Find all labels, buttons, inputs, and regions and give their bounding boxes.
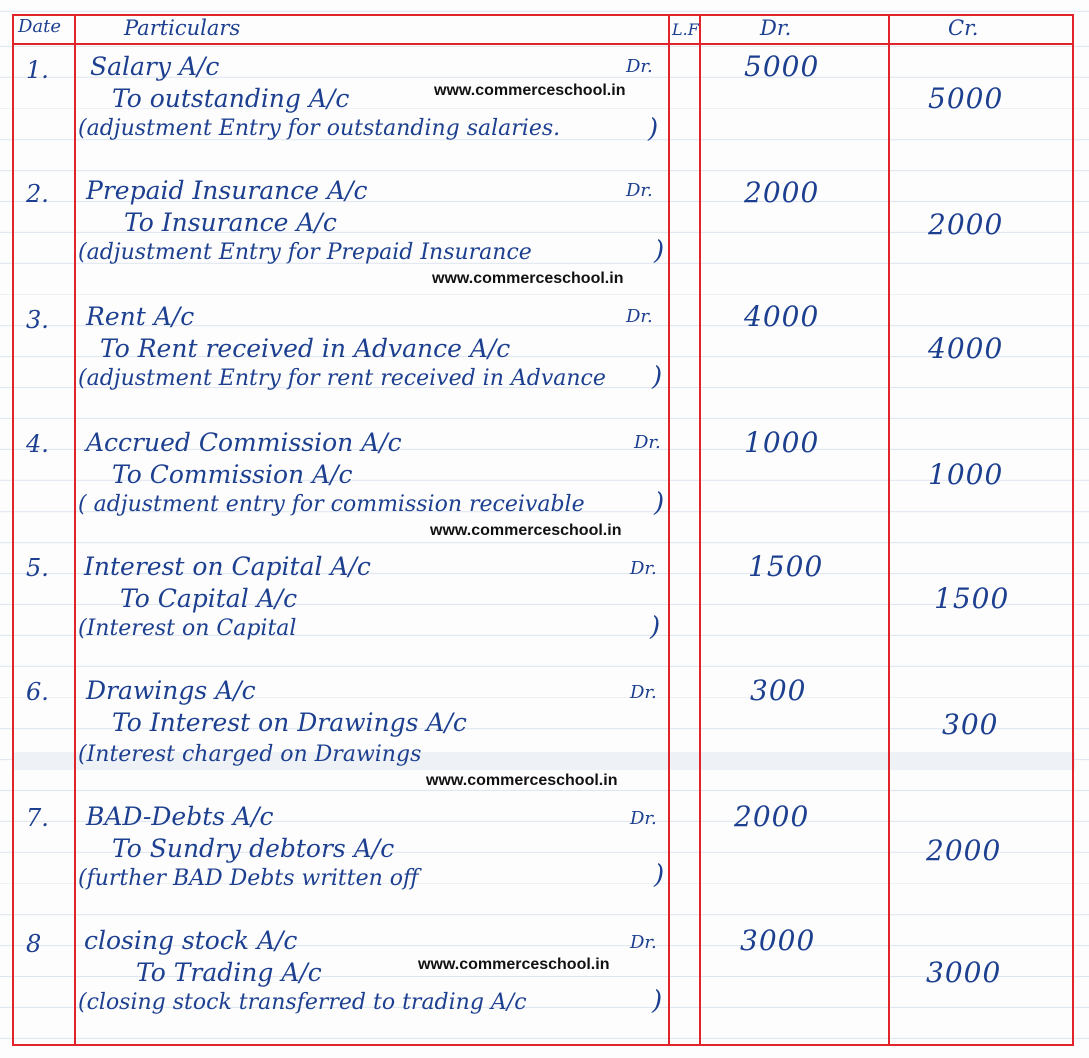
entry-3-number: 3. — [26, 306, 49, 334]
entry-8-narration: (closing stock transferred to trading A/c — [78, 990, 527, 1015]
entry-1-cr-amount: 5000 — [928, 82, 1004, 115]
entry-4-dr-amount: 1000 — [744, 426, 820, 459]
header-particulars: Particulars — [124, 16, 241, 40]
entry-4-narration: ( adjustment entry for commission receivable — [78, 492, 585, 517]
entry-2-credit: To Insurance A/c — [124, 208, 337, 237]
entry-3-dr-amount: 4000 — [744, 300, 820, 333]
entry-4-credit: To Commission A/c — [112, 460, 353, 489]
entry-8-cr-amount: 3000 — [926, 956, 1002, 989]
entry-2-narration: (adjustment Entry for Prepaid Insurance — [78, 240, 532, 265]
entry-4-debit: Accrued Commission A/c — [86, 428, 402, 457]
entry-5-close-paren: ) — [650, 612, 661, 642]
entry-3-dr-mark: Dr. — [626, 306, 653, 327]
entry-6-cr-amount: 300 — [942, 708, 999, 741]
entry-1-debit: Salary A/c — [90, 52, 220, 81]
entry-7-debit: BAD-Debts A/c — [86, 802, 274, 831]
entry-1-number: 1. — [26, 56, 49, 84]
watermark: www.commerceschool.in — [430, 522, 622, 539]
entry-2-debit: Prepaid Insurance A/c — [86, 176, 368, 205]
entry-6-credit: To Interest on Drawings A/c — [112, 708, 467, 737]
entry-7-cr-amount: 2000 — [926, 834, 1002, 867]
entry-2-dr-amount: 2000 — [744, 176, 820, 209]
date-column-divider — [74, 14, 76, 1046]
entry-6-narration: (Interest charged on Drawings — [78, 742, 422, 767]
entry-8-debit: closing stock A/c — [84, 926, 298, 955]
watermark: www.commerceschool.in — [432, 270, 624, 287]
entry-1-credit: To outstanding A/c — [112, 84, 350, 113]
header-cr: Cr. — [948, 16, 979, 40]
entry-6-dr-mark: Dr. — [630, 682, 657, 703]
watermark: www.commerceschool.in — [418, 956, 610, 973]
entry-2-close-paren: ) — [654, 236, 665, 266]
entry-6-dr-amount: 300 — [750, 674, 807, 707]
entry-8-close-paren: ) — [652, 986, 663, 1016]
entry-2-number: 2. — [26, 180, 49, 208]
entry-6-number: 6. — [26, 678, 49, 706]
entry-4-cr-amount: 1000 — [928, 458, 1004, 491]
entry-3-debit: Rent A/c — [86, 302, 195, 331]
entry-3-cr-amount: 4000 — [928, 332, 1004, 365]
entry-2-cr-amount: 2000 — [928, 208, 1004, 241]
entry-3-narration: (adjustment Entry for rent received in Advance — [78, 366, 606, 391]
entry-8-credit: To Trading A/c — [136, 958, 322, 987]
entry-6-debit: Drawings A/c — [86, 676, 256, 705]
watermark: www.commerceschool.in — [434, 82, 626, 99]
entry-8-dr-amount: 3000 — [740, 924, 816, 957]
entry-7-close-paren: ) — [654, 860, 665, 890]
entry-1-dr-amount: 5000 — [744, 50, 820, 83]
entry-5-narration: (Interest on Capital — [78, 616, 297, 641]
entry-7-narration: (further BAD Debts written off — [78, 866, 419, 891]
entry-5-number: 5. — [26, 554, 49, 582]
header-divider — [12, 43, 1074, 45]
entry-7-number: 7. — [26, 804, 49, 832]
entry-3-credit: To Rent received in Advance A/c — [100, 334, 511, 363]
entry-1-narration: (adjustment Entry for outstanding salaries. — [78, 116, 561, 141]
entry-5-cr-amount: 1500 — [934, 582, 1010, 615]
entry-7-credit: To Sundry debtors A/c — [112, 834, 395, 863]
entry-1-dr-mark: Dr. — [626, 56, 653, 77]
dr-column-divider — [888, 14, 890, 1046]
header-date: Date — [18, 16, 62, 37]
entry-5-credit: To Capital A/c — [120, 584, 298, 613]
entry-5-dr-mark: Dr. — [630, 558, 657, 579]
header-dr: Dr. — [760, 16, 792, 40]
entry-2-dr-mark: Dr. — [626, 180, 653, 201]
entry-4-dr-mark: Dr. — [634, 432, 661, 453]
lf-column-divider — [699, 14, 701, 1046]
entry-8-number: 8 — [26, 930, 42, 958]
entry-5-dr-amount: 1500 — [748, 550, 824, 583]
entry-4-number: 4. — [26, 430, 49, 458]
entry-3-close-paren: ) — [652, 362, 663, 392]
header-lf: L.F — [672, 20, 699, 39]
entry-7-dr-amount: 2000 — [734, 800, 810, 833]
entry-4-close-paren: ) — [654, 488, 665, 518]
watermark: www.commerceschool.in — [426, 772, 618, 789]
entry-1-close-paren: ) — [648, 114, 659, 144]
entry-5-debit: Interest on Capital A/c — [84, 552, 371, 581]
entry-8-dr-mark: Dr. — [630, 932, 657, 953]
particulars-column-divider — [668, 14, 670, 1046]
entry-7-dr-mark: Dr. — [630, 808, 657, 829]
